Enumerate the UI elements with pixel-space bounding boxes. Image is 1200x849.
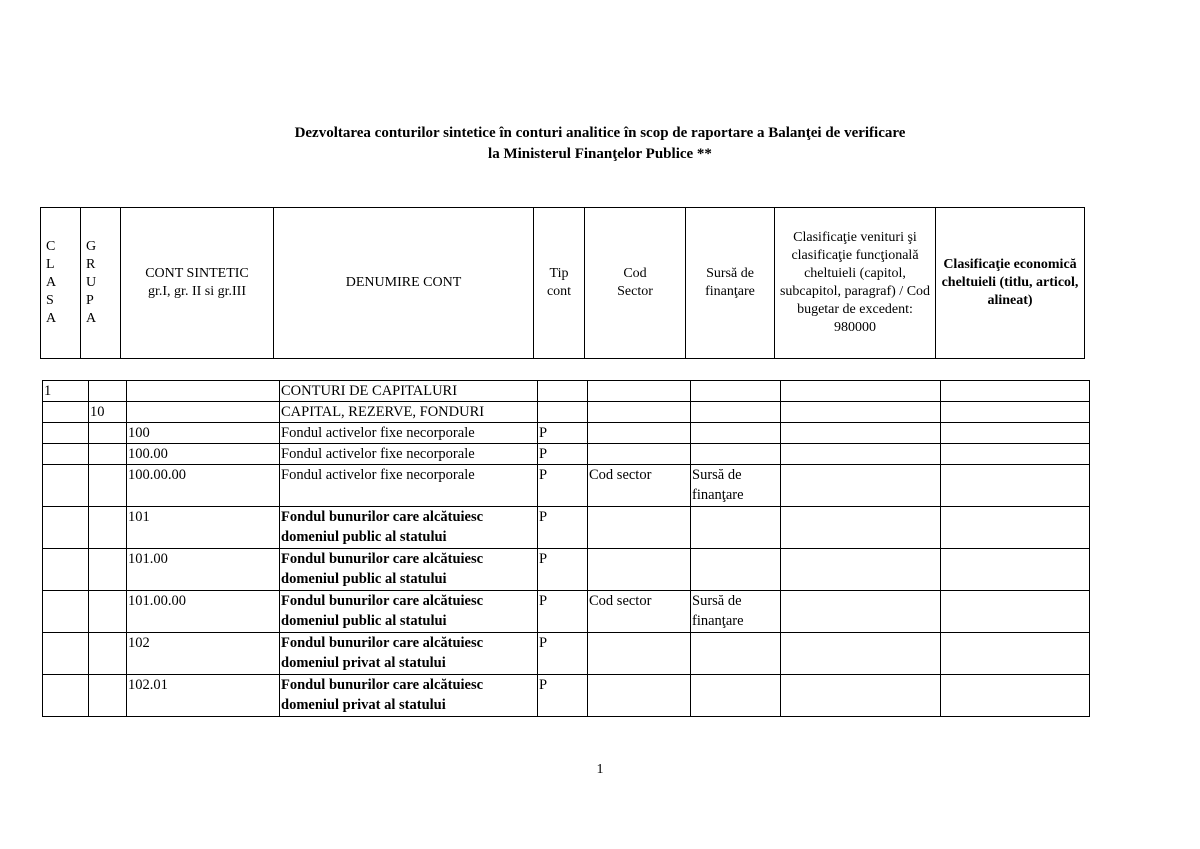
cell-tip: P	[538, 633, 588, 675]
cell-functional	[781, 444, 941, 465]
title-line-2: la Ministerul Finanţelor Publice **	[488, 146, 712, 162]
cell-cod	[588, 507, 691, 549]
page-number: 1	[596, 762, 604, 777]
cell-denumire: Fondul bunurilor care alcătuiesc domeniul privat al statului	[280, 675, 538, 717]
cell-sursa	[691, 423, 781, 444]
cell-cod	[588, 633, 691, 675]
cell-cont: 100.00.00	[127, 465, 280, 507]
cell-sursa	[691, 444, 781, 465]
cell-sursa	[691, 675, 781, 717]
table-row	[43, 675, 1090, 717]
cell-sursa	[691, 633, 781, 675]
cell-cont: 102	[127, 633, 280, 675]
cell-grupa	[89, 675, 127, 717]
cell-functional	[781, 402, 941, 423]
cell-sursa	[691, 381, 781, 402]
title-line-1: Dezvoltarea conturilor sintetice în conturi analitice în scop de raportare a Balanţei de verificare	[294, 125, 906, 141]
accounts-table	[42, 380, 1090, 717]
cell-functional	[781, 633, 941, 675]
column-header-table	[40, 207, 1085, 359]
table-row	[43, 507, 1090, 549]
cell-sursa: Sursă de finanţare	[691, 465, 781, 507]
cell-clasa	[43, 591, 89, 633]
cell-tip	[538, 402, 588, 423]
cell-cod	[588, 675, 691, 717]
cell-cont: 101.00.00	[127, 591, 280, 633]
cell-sursa	[691, 507, 781, 549]
grupa-letter: G	[86, 239, 97, 254]
header-tip-cont: Tip cont	[534, 208, 585, 359]
header-clasificatie-functionala: Clasificaţie venituri şi clasificaţie funcţională cheltuieli (capitol, subcapitol, paragraf) / Cod bugetar de excedent: 980000	[775, 208, 936, 359]
cell-grupa: 10	[89, 402, 127, 423]
cell-denumire: Fondul bunurilor care alcătuiesc domeniul public al statului	[280, 507, 538, 549]
table-row	[43, 444, 1090, 465]
table-row	[43, 423, 1090, 444]
header-denumire-cont: DENUMIRE CONT	[274, 208, 534, 359]
cell-economic	[941, 591, 1090, 633]
table-row	[43, 381, 1090, 402]
cell-clasa	[43, 507, 89, 549]
cell-cod	[588, 549, 691, 591]
cell-tip: P	[538, 444, 588, 465]
cell-economic	[941, 402, 1090, 423]
header-clasa	[41, 208, 81, 359]
cell-cont	[127, 402, 280, 423]
cell-cod: Cod sector	[588, 591, 691, 633]
cell-grupa	[89, 381, 127, 402]
cell-tip: P	[538, 507, 588, 549]
cell-cont: 100	[127, 423, 280, 444]
cell-grupa	[89, 507, 127, 549]
cell-clasa	[43, 675, 89, 717]
document-title	[0, 123, 1200, 165]
clasa-letter: C	[46, 239, 56, 254]
cell-clasa	[43, 465, 89, 507]
cell-sursa: Sursă de finanţare	[691, 591, 781, 633]
cell-cod: Cod sector	[588, 465, 691, 507]
cell-grupa	[89, 465, 127, 507]
cell-cont: 102.01	[127, 675, 280, 717]
cell-grupa	[89, 423, 127, 444]
cell-sursa	[691, 402, 781, 423]
cell-functional	[781, 465, 941, 507]
grupa-letter: A	[86, 311, 97, 326]
cell-cod	[588, 402, 691, 423]
cell-cod	[588, 444, 691, 465]
cell-denumire: CONTURI DE CAPITALURI	[280, 381, 538, 402]
cell-clasa: 1	[43, 381, 89, 402]
cell-economic	[941, 549, 1090, 591]
cell-denumire: Fondul activelor fixe necorporale	[280, 465, 538, 507]
cell-economic	[941, 507, 1090, 549]
header-sursa-finantare: Sursă de finanţare	[686, 208, 775, 359]
cell-grupa	[89, 633, 127, 675]
cell-grupa	[89, 444, 127, 465]
header-cont-sintetic: CONT SINTETIC gr.I, gr. II si gr.III	[121, 208, 274, 359]
cell-clasa	[43, 444, 89, 465]
cell-sursa	[691, 549, 781, 591]
table-row	[43, 402, 1090, 423]
cell-cod	[588, 423, 691, 444]
cell-clasa	[43, 402, 89, 423]
cell-functional	[781, 381, 941, 402]
cell-economic	[941, 633, 1090, 675]
grupa-letter: P	[86, 293, 94, 308]
cell-clasa	[43, 549, 89, 591]
cell-cont: 100.00	[127, 444, 280, 465]
cell-denumire: Fondul activelor fixe necorporale	[280, 444, 538, 465]
grupa-letter: R	[86, 257, 96, 272]
cell-cont: 101	[127, 507, 280, 549]
cell-denumire: Fondul bunurilor care alcătuiesc domeniul privat al statului	[280, 633, 538, 675]
clasa-letter: L	[46, 257, 55, 272]
header-clasificatie-economica: Clasificaţie economică cheltuieli (titlu, articol, alineat)	[936, 208, 1085, 359]
clasa-letter: A	[46, 275, 57, 290]
cell-clasa	[43, 423, 89, 444]
header-cod-sector: Cod Sector	[585, 208, 686, 359]
cell-tip: P	[538, 675, 588, 717]
cell-economic	[941, 444, 1090, 465]
table-row	[43, 591, 1090, 633]
cell-functional	[781, 507, 941, 549]
cell-functional	[781, 675, 941, 717]
cell-functional	[781, 549, 941, 591]
table-row	[43, 633, 1090, 675]
cell-functional	[781, 423, 941, 444]
cell-clasa	[43, 633, 89, 675]
clasa-letter: S	[46, 293, 54, 308]
cell-tip: P	[538, 465, 588, 507]
cell-cod	[588, 381, 691, 402]
cell-tip: P	[538, 591, 588, 633]
cell-tip: P	[538, 549, 588, 591]
cell-denumire: Fondul bunurilor care alcătuiesc domeniul public al statului	[280, 549, 538, 591]
cell-tip	[538, 381, 588, 402]
cell-denumire: CAPITAL, REZERVE, FONDURI	[280, 402, 538, 423]
cell-tip: P	[538, 423, 588, 444]
grupa-letter: U	[86, 275, 97, 290]
cell-denumire: Fondul activelor fixe necorporale	[280, 423, 538, 444]
cell-grupa	[89, 591, 127, 633]
cell-economic	[941, 465, 1090, 507]
cell-cont: 101.00	[127, 549, 280, 591]
cell-functional	[781, 591, 941, 633]
cell-denumire: Fondul bunurilor care alcătuiesc domeniul public al statului	[280, 591, 538, 633]
cell-cont	[127, 381, 280, 402]
cell-grupa	[89, 549, 127, 591]
cell-economic	[941, 381, 1090, 402]
cell-economic	[941, 423, 1090, 444]
header-grupa	[81, 208, 121, 359]
table-row	[43, 549, 1090, 591]
table-row	[43, 465, 1090, 507]
cell-economic	[941, 675, 1090, 717]
clasa-letter: A	[46, 311, 57, 326]
